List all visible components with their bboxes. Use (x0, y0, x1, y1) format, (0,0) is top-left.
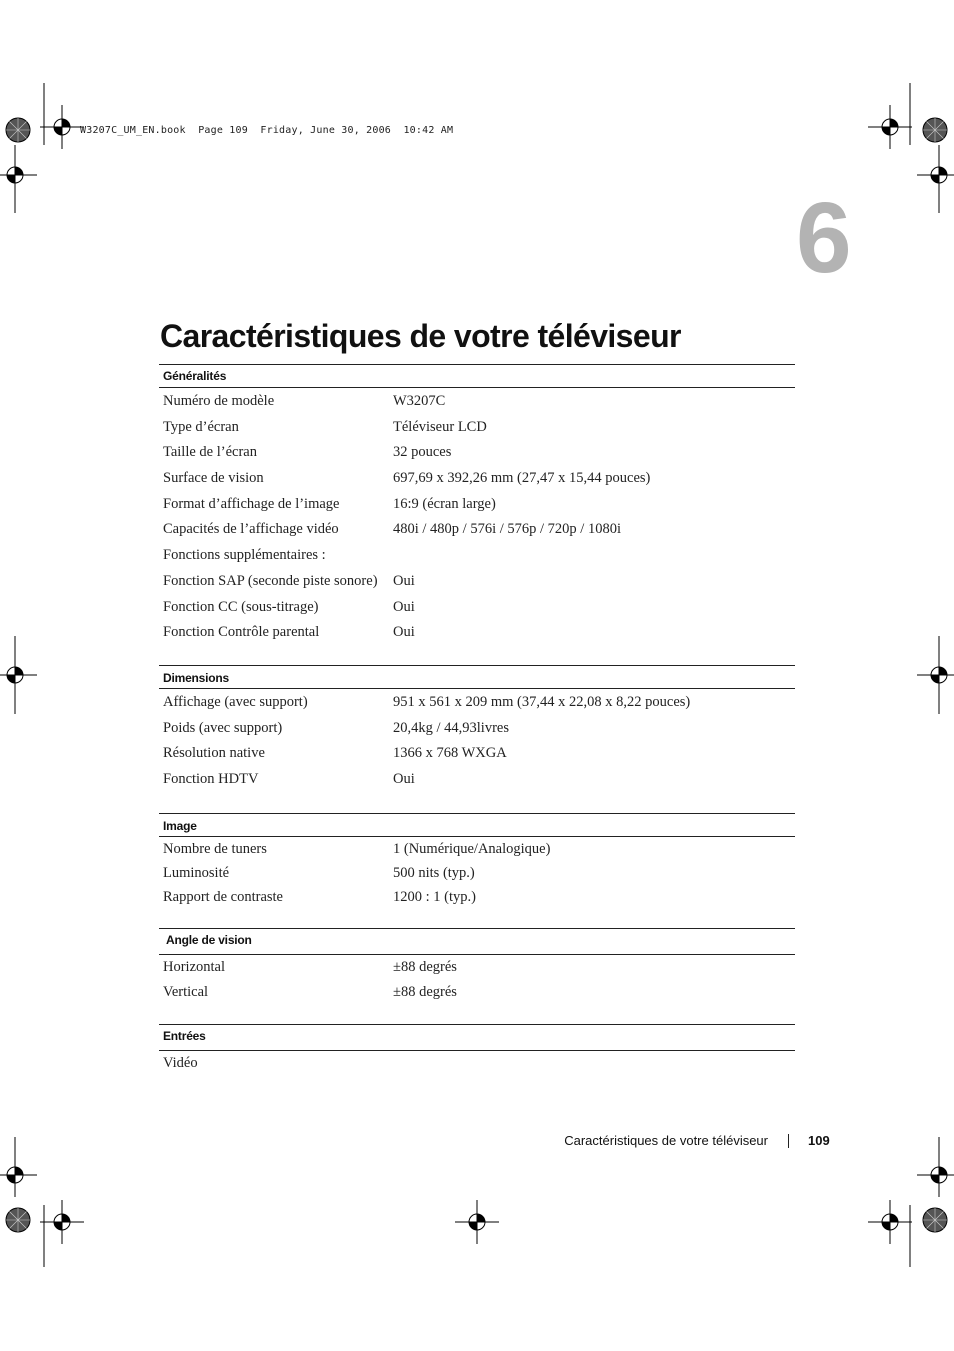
spec-label: Horizontal (163, 959, 226, 975)
page-title: Caractéristiques de votre téléviseur (160, 318, 681, 354)
spec-row (159, 767, 795, 793)
spec-row (159, 716, 795, 742)
spec-row (159, 595, 795, 621)
section-angle-de-vision (159, 928, 795, 1005)
spec-label: Numéro de modèle (163, 393, 275, 409)
spec-row (159, 440, 795, 466)
section-generalites (159, 364, 795, 646)
spec-row (159, 466, 795, 492)
spec-value: 500 nits (typ.) (393, 865, 475, 881)
spec-row (159, 620, 795, 646)
section-heading: Généralités (159, 364, 795, 388)
page-number: 109 (808, 1133, 830, 1148)
spec-label: Capacités de l’affichage vidéo (163, 521, 339, 538)
spec-row (159, 837, 795, 861)
spec-value: W3207C (393, 393, 446, 409)
spec-label: Fonction Contrôle parental (163, 624, 320, 641)
spec-row (159, 517, 795, 543)
spec-value: Oui (393, 771, 415, 788)
spec-row (159, 389, 795, 415)
spec-label: Fonction CC (sous-titrage) (163, 598, 319, 615)
spec-value: Oui (393, 598, 415, 615)
spec-row (159, 1051, 795, 1075)
spec-value: 1366 x 768 WXGA (393, 745, 507, 762)
spec-row (159, 569, 795, 595)
spec-value: 32 pouces (393, 444, 452, 461)
section-heading: Image (159, 813, 795, 837)
print-header: W3207C_UM_EN.book Page 109 Friday, June 30, 2006 10:42 AM (80, 125, 454, 136)
spec-value: 480i / 480p / 576i / 576p / 720p / 1080i (393, 521, 621, 538)
spec-row (159, 492, 795, 518)
spec-value: 697,69 x 392,26 mm (27,47 x 15,44 pouces) (393, 470, 651, 487)
spec-label: Surface de vision (163, 470, 264, 487)
chapter-number: 6 (796, 182, 852, 294)
section-entrees (159, 1024, 795, 1075)
section-heading: Angle de vision (159, 928, 795, 955)
spec-label: Vidéo (163, 1055, 198, 1071)
spec-row (159, 690, 795, 716)
spec-label: Luminosité (163, 865, 230, 881)
spec-label: Vertical (163, 984, 209, 1000)
spec-value (393, 1051, 795, 1075)
section-heading: Dimensions (159, 665, 795, 689)
spec-row (159, 741, 795, 767)
section-dimensions (159, 665, 795, 793)
spec-row (159, 543, 795, 569)
spec-label: Taille de l’écran (163, 444, 257, 461)
spec-value: ±88 degrés (393, 959, 457, 975)
spec-value: 1 (Numérique/Analogique) (393, 841, 551, 857)
spec-label: Fonction SAP (seconde piste sonore) (163, 572, 378, 589)
section-heading: Entrées (159, 1024, 795, 1051)
spec-label: Poids (avec support) (163, 719, 283, 736)
footer-divider (788, 1134, 789, 1148)
spec-value (393, 543, 795, 569)
spec-label: Affichage (avec support) (163, 694, 308, 710)
spec-row (159, 980, 795, 1005)
spec-row (159, 861, 795, 885)
spec-value: Téléviseur LCD (393, 418, 487, 435)
spec-row (159, 885, 795, 909)
spec-label: Résolution native (163, 745, 265, 762)
spec-value: 1200 : 1 (typ.) (393, 889, 476, 905)
spec-label: Fonctions supplémentaires : (163, 547, 326, 564)
spec-label: Nombre de tuners (163, 841, 267, 857)
spec-value: 20,4kg / 44,93livres (393, 719, 509, 736)
spec-label: Format d’affichage de l’image (163, 495, 340, 512)
spec-label: Fonction HDTV (163, 771, 259, 788)
spec-value: ±88 degrés (393, 984, 457, 1000)
spec-value: Oui (393, 624, 415, 641)
spec-value: Oui (393, 572, 415, 589)
spec-label: Rapport de contraste (163, 889, 283, 905)
section-image (159, 813, 795, 909)
spec-row (159, 415, 795, 441)
spec-value: 951 x 561 x 209 mm (37,44 x 22,08 x 8,22 pouces) (393, 694, 691, 710)
spec-row (159, 955, 795, 980)
spec-value: 16:9 (écran large) (393, 495, 496, 512)
footer-chapter-title: Caractéristiques de votre téléviseur (564, 1133, 768, 1148)
spec-label: Type d’écran (163, 418, 239, 435)
